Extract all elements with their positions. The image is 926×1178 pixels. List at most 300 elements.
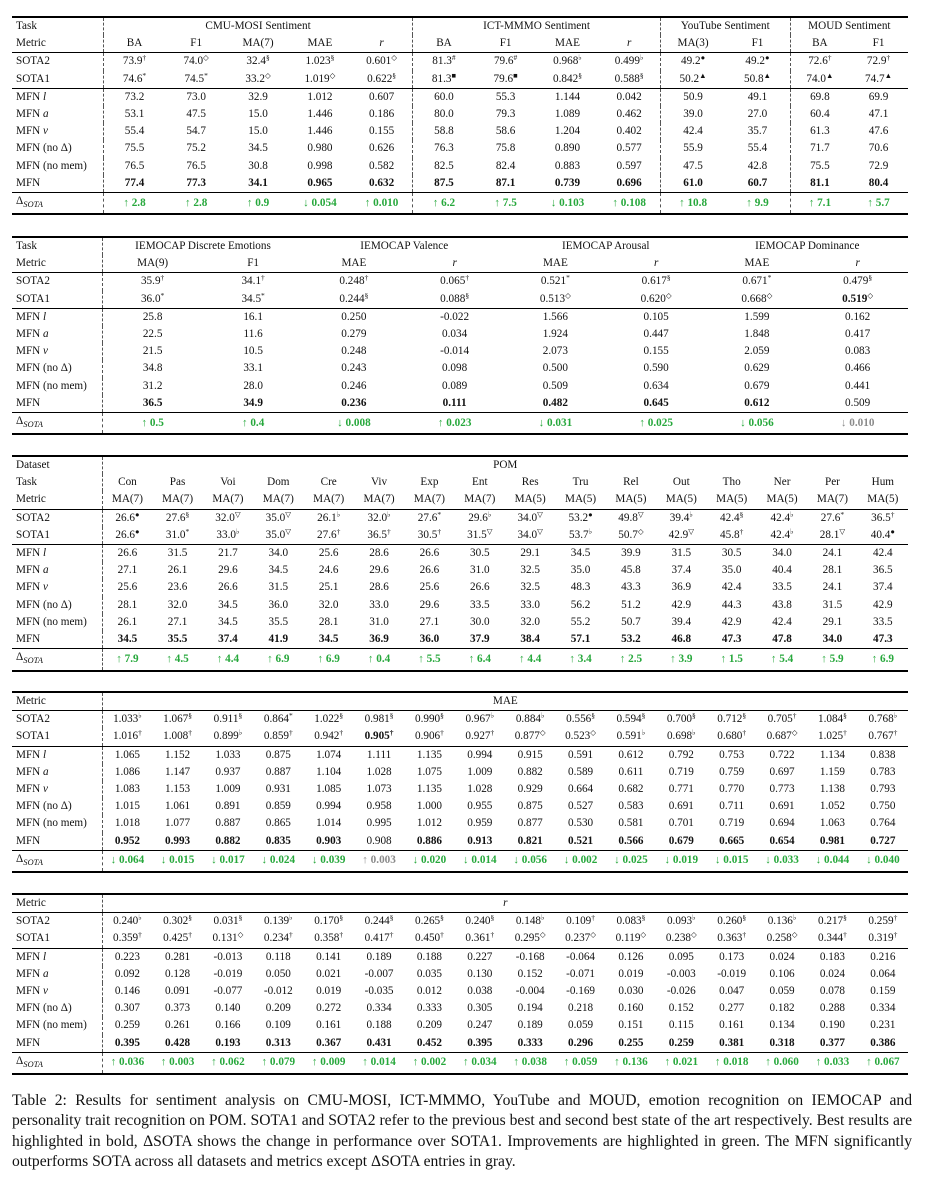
table-cell: 42.4§ <box>707 509 757 527</box>
table-cell: 0.698♭ <box>666 728 696 743</box>
table-cell: 25.6 <box>117 581 138 594</box>
table-cell: 1.000 <box>416 800 443 813</box>
table-cell: 0.381 <box>719 1036 745 1049</box>
metric-header: r <box>598 35 660 53</box>
table-cell: 77.3 <box>186 176 206 189</box>
table-cell: 33.0♭ <box>216 526 240 541</box>
delta-cell: ↑ 3.4 <box>555 649 605 671</box>
table-cell: 0.887 <box>215 817 241 830</box>
table-cell: 0.244§ <box>339 290 369 305</box>
table-cell: 81.3■ <box>431 70 457 85</box>
metric-header: MAE <box>555 37 580 50</box>
row-label: MFN <box>12 395 102 413</box>
table-cell: 36.5† <box>858 509 908 527</box>
row-label: $\Delta_{SOTA}$ <box>12 193 103 215</box>
table-cell: 36.0 <box>268 598 289 611</box>
delta-cell: ↑ 0.003 <box>354 850 404 872</box>
table-cell: 21.5 <box>142 345 163 358</box>
table-cell: 0.234† <box>263 930 293 945</box>
table-cell: 57.1 <box>570 633 591 646</box>
table-cell: 75.2 <box>186 142 206 155</box>
table-cell: 1.012 <box>416 817 443 830</box>
table-row <box>12 764 908 781</box>
table-cell: 0.050 <box>265 967 291 980</box>
table-cell: 31.2 <box>142 379 163 392</box>
table-cell: 0.665 <box>719 834 745 847</box>
task-header: Voi <box>220 476 236 489</box>
table-cell: 11.6 <box>243 328 263 341</box>
table-cell: 0.431 <box>366 1036 392 1049</box>
table-cell: 0.095 <box>656 948 706 966</box>
table-cell: 72.6† <box>790 53 849 71</box>
table-row <box>12 378 908 395</box>
row-label: MFN (no Δ) <box>12 798 102 815</box>
table-row <box>12 308 908 326</box>
table-row <box>12 1000 908 1017</box>
row-label: MFN l <box>12 308 102 326</box>
metric-header: MAE <box>341 257 367 270</box>
delta-cell: ↑ 4.5 <box>152 649 202 671</box>
table-cell: 0.091 <box>164 985 191 998</box>
delta-cell: ↑ 10.8 <box>660 193 725 215</box>
table-cell: 42.9 <box>721 615 742 628</box>
table-cell: 1.159 <box>819 765 846 778</box>
table-cell: 42.8 <box>725 158 790 175</box>
table-cell: 26.6 <box>218 581 238 594</box>
row-label: MFN a <box>12 966 102 983</box>
table-cell: 27.6* <box>404 509 454 527</box>
table-cell: 0.166 <box>215 1019 241 1032</box>
table-cell: 0.890 <box>554 142 581 155</box>
table-cell: 35.0 <box>721 564 742 577</box>
metric-header: r <box>653 257 659 270</box>
table-cell: 0.334 <box>366 1002 392 1015</box>
table-cell: 0.030 <box>618 985 644 998</box>
delta-cell: ↓ 0.040 <box>858 850 909 872</box>
table-cell: 55.2 <box>570 615 591 628</box>
table-cell: 35.5 <box>268 615 289 628</box>
table-cell: 34.5 <box>117 633 138 646</box>
metric-header: MA(9) <box>137 257 169 270</box>
row-label: MFN l <box>12 88 103 106</box>
table-pom-ma <box>12 455 908 672</box>
delta-cell: ↑ 4.4 <box>505 649 555 671</box>
task-header: Ent <box>472 476 488 489</box>
table-cell: 0.223 <box>102 948 152 966</box>
task-header: Out <box>672 476 690 489</box>
table-cell: 0.359† <box>112 930 142 945</box>
metric-header: F1 <box>247 257 260 270</box>
table-cell: 0.601◇ <box>351 53 413 71</box>
table-cell: 32.0 <box>167 598 188 611</box>
metric-header: MA(5) <box>665 493 697 506</box>
metric-header: BA <box>126 37 143 50</box>
table-cell: 0.700§ <box>656 711 706 729</box>
table-cell: 0.891 <box>215 800 241 813</box>
table-cell: 35.7 <box>725 123 790 140</box>
table-cell: 82.4 <box>495 159 516 172</box>
table-cell: 0.682 <box>618 783 644 796</box>
table-row <box>12 193 908 215</box>
table-cell: 1.063 <box>819 817 846 830</box>
table-cell: 34.5 <box>555 545 605 563</box>
table-cell: 0.767† <box>868 728 898 743</box>
delta-cell: ↓ 0.015 <box>152 850 202 872</box>
delta-cell: ↑ 0.060 <box>757 1052 807 1074</box>
table-cell: 70.6 <box>868 142 889 155</box>
table-cell: 55.3 <box>475 88 537 106</box>
task-label: Task <box>12 474 102 491</box>
table-cell: 30.8 <box>248 159 268 172</box>
row-label: MFN a <box>12 106 103 123</box>
delta-cell: ↑ 5.7 <box>849 193 908 215</box>
table-cell: 55.4 <box>124 125 145 138</box>
table-cell: 0.634 <box>643 379 669 392</box>
table-cell: 0.151 <box>618 1019 644 1032</box>
table-cell: 1.067§ <box>152 711 202 729</box>
table-cell: 47.6 <box>868 125 889 138</box>
table-cell: 0.607 <box>351 88 413 106</box>
table-cell: 0.905† <box>364 728 394 743</box>
table-cell: 0.955 <box>467 800 493 813</box>
table-cell: 0.313 <box>265 1036 291 1049</box>
metric-header: r <box>351 35 413 53</box>
table-cell: 74.6* <box>122 70 147 85</box>
table-cell: -0.168 <box>505 948 555 966</box>
table-cell: 22.5 <box>142 328 163 341</box>
table-cell: 0.367 <box>316 1036 342 1049</box>
table-cell: 0.160 <box>618 1002 644 1015</box>
table-cell: 1.023§ <box>289 53 351 71</box>
delta-cell: ↑ 0.034 <box>455 1052 505 1074</box>
row-label: SOTA1 <box>12 291 102 309</box>
metric-header: MA(3) <box>677 37 709 50</box>
table-cell: 0.248 <box>341 345 367 358</box>
table-cell: 50.9 <box>660 88 725 106</box>
table-cell: 0.038 <box>467 985 493 998</box>
table-cell: 0.577 <box>598 140 660 157</box>
table-cell: 0.994 <box>455 746 505 764</box>
table-pom-r <box>12 893 908 1075</box>
table-cell: 50.8▲ <box>725 71 790 89</box>
table-cell: 34.9 <box>243 396 263 409</box>
table-cell: 0.139♭ <box>253 913 303 931</box>
table-cell: 0.519◇ <box>842 290 874 305</box>
table-cell: 15.0 <box>248 125 268 138</box>
table-cell: 0.236 <box>341 396 367 409</box>
table-cell: 31.0 <box>369 615 389 628</box>
table-cell: 32.0▽ <box>203 509 253 527</box>
table-cell: 0.965 <box>307 176 333 189</box>
metric-header: MA(7) <box>242 37 274 50</box>
task-header: Ner <box>773 476 791 489</box>
metric-label: Metric <box>12 894 102 913</box>
table-cell: 0.768♭ <box>858 711 909 729</box>
table-cell: 36.9 <box>369 633 389 646</box>
table-sentiment <box>12 16 908 215</box>
delta-cell: ↑ 0.014 <box>354 1052 404 1074</box>
table-cell: 0.566 <box>618 834 644 847</box>
table-cell: 60.7 <box>725 175 790 193</box>
table-cell: 0.981 <box>819 834 846 847</box>
table-row <box>12 781 908 798</box>
row-label: MFN v <box>12 781 102 798</box>
table-cell: 1.566 <box>505 308 606 326</box>
table-cell: 26.6 <box>404 545 454 563</box>
table-cell: 0.691 <box>769 800 795 813</box>
table-cell: 0.622§ <box>351 71 413 89</box>
table-row <box>12 833 908 851</box>
table-cell: 0.958 <box>366 800 392 813</box>
table-cell: 0.318 <box>769 1036 795 1049</box>
delta-cell: ↑ 0.003 <box>152 1052 202 1074</box>
delta-cell: ↑ 0.025 <box>606 413 707 435</box>
table-cell: 0.089 <box>442 379 468 392</box>
table-cell: 34.5 <box>248 142 268 155</box>
table-cell: 0.244§ <box>354 913 404 931</box>
table-cell: 28.1▽ <box>819 526 846 541</box>
table-cell: 0.260§ <box>707 913 757 931</box>
table-cell: 32.9 <box>227 88 289 106</box>
row-label: MFN v <box>12 983 102 1000</box>
row-label: MFN (no mem) <box>12 614 102 631</box>
delta-cell: ↓ 0.017 <box>203 850 253 872</box>
delta-cell: ↑ 0.108 <box>598 193 660 215</box>
table-cell: 0.296 <box>567 1036 594 1049</box>
table-cell: 0.118 <box>253 948 303 966</box>
delta-cell: ↑ 2.5 <box>606 649 656 671</box>
table-cell: -0.077 <box>213 985 243 998</box>
table-cell: 0.152 <box>517 967 543 980</box>
table-cell: 0.155 <box>351 123 413 140</box>
table-cell: 53.1 <box>124 108 145 121</box>
delta-cell: ↑ 0.059 <box>555 1052 605 1074</box>
delta-cell: ↑ 5.4 <box>757 649 807 671</box>
table-cell: 0.990§ <box>404 711 454 729</box>
metric-header: F1 <box>499 37 512 50</box>
table-row <box>12 631 908 649</box>
table-cell: 0.363† <box>717 930 747 945</box>
row-label: MFN (no Δ) <box>12 140 103 157</box>
table-cell: 0.279 <box>341 328 367 341</box>
table-cell: 0.358† <box>314 930 344 945</box>
table-cell: 42.4 <box>721 581 742 594</box>
table-cell: 0.859† <box>263 728 293 743</box>
table-cell: 53.7♭ <box>569 526 593 541</box>
table-cell: 42.9▽ <box>668 526 694 541</box>
row-label: SOTA2 <box>12 509 102 527</box>
table-cell: 29.6 <box>419 598 440 611</box>
delta-cell: ↑ 5.5 <box>404 649 454 671</box>
table-cell: 47.3 <box>873 633 893 646</box>
table-cell: 34.0 <box>253 545 303 563</box>
table-cell: 0.259 <box>668 1036 694 1049</box>
table-cell: 1.152 <box>152 746 202 764</box>
table-cell: 37.4 <box>218 633 238 646</box>
table-cell: 32.0 <box>520 615 540 628</box>
row-label: MFN v <box>12 579 102 596</box>
metric-header: MA(7) <box>262 493 294 506</box>
table-cell: 58.6 <box>495 125 516 138</box>
table-cell: 0.711 <box>719 800 745 813</box>
delta-cell: ↑ 0.023 <box>404 413 505 435</box>
table-cell: 0.591♭ <box>616 728 646 743</box>
table-cell: 0.021 <box>316 967 342 980</box>
table-row <box>12 983 908 1000</box>
delta-cell: ↑ 3.9 <box>656 649 706 671</box>
table-cell: 60.4 <box>810 108 830 121</box>
table-row <box>12 53 908 71</box>
row-label: MFN (no mem) <box>12 815 102 832</box>
delta-cell: ↑ 0.010 <box>351 193 413 215</box>
table-cell: 0.250 <box>304 308 405 326</box>
delta-cell: ↓ 0.025 <box>606 850 656 872</box>
table-cell: 1.074 <box>304 746 354 764</box>
row-label: MFN <box>12 1035 102 1053</box>
table-row <box>12 175 908 193</box>
table-cell: 34.0▽ <box>517 526 543 541</box>
table-cell: 0.719 <box>719 817 745 830</box>
table-cell: 0.482 <box>542 396 568 409</box>
table-cell: 0.626 <box>351 140 413 157</box>
table-cell: 43.8 <box>772 598 792 611</box>
table-row <box>12 746 908 764</box>
table-cell: 0.821 <box>517 834 543 847</box>
table-cell: -0.071 <box>566 967 596 980</box>
metric-header: r <box>452 257 457 270</box>
metric-header: MA(5) <box>766 493 798 506</box>
table-cell: 0.333 <box>416 1002 443 1015</box>
table-cell: 0.295◇ <box>514 930 546 945</box>
table-cell: 0.617§ <box>606 273 707 291</box>
group-header: IEMOCAP Valence <box>360 240 449 252</box>
table-cell: 72.9 <box>868 159 889 172</box>
table-cell: 0.047 <box>719 985 745 998</box>
table-row <box>12 815 908 832</box>
table-row <box>12 273 908 291</box>
table-row <box>12 343 908 360</box>
table-cell: 30.5 <box>455 545 505 563</box>
table-cell: 32.5 <box>520 581 540 594</box>
table-cell: 26.6● <box>115 526 140 541</box>
table-cell: 47.5 <box>683 159 703 172</box>
table-cell: 0.913 <box>467 834 493 847</box>
table-cell: 0.612 <box>744 396 770 409</box>
table-cell: 31.5▽ <box>467 526 493 541</box>
table-cell: 61.3 <box>810 125 830 138</box>
table-cell: 0.188 <box>404 948 454 966</box>
table-cell: 0.466 <box>845 362 871 375</box>
table-cell: 0.679 <box>668 834 694 847</box>
metric-header: MA(7) <box>413 493 445 506</box>
table-cell: 26.1♭ <box>304 509 354 527</box>
metric-header: MA(5) <box>514 493 546 506</box>
table-cell: 25.8 <box>102 308 203 326</box>
table-row <box>12 798 908 815</box>
table-cell: 31.5 <box>656 545 706 563</box>
table-cell: -0.019 <box>717 967 747 980</box>
table-cell: 34.8 <box>142 362 163 375</box>
table-cell: 1.111 <box>354 746 404 764</box>
table-cell: 45.8 <box>621 564 641 577</box>
table-cell: 0.883 <box>554 159 581 172</box>
table-cell: 34.5* <box>241 290 265 305</box>
delta-cell: ↓ 0.014 <box>455 850 505 872</box>
table-cell: 0.770 <box>719 783 745 796</box>
row-label: $\Delta_{SOTA}$ <box>12 413 102 435</box>
delta-cell: ↑ 0.009 <box>304 1052 354 1074</box>
row-label: MFN (no Δ) <box>12 597 102 614</box>
row-label: MFN v <box>12 343 102 360</box>
table-row <box>12 614 908 631</box>
table-row <box>12 562 908 579</box>
table-cell: 0.265§ <box>404 913 454 931</box>
table-cell: 0.148♭ <box>505 913 555 931</box>
table-cell: 0.024 <box>757 948 807 966</box>
table-cell: 0.911§ <box>203 711 253 729</box>
table-cell: 35.0▽ <box>265 526 291 541</box>
table-cell: 0.995 <box>366 817 392 830</box>
delta-cell: ↓ 0.002 <box>555 850 605 872</box>
table-cell: 75.5 <box>124 142 145 155</box>
delta-cell: ↑ 0.9 <box>227 193 289 215</box>
table-cell: 0.417† <box>364 930 394 945</box>
table-cell: 0.092 <box>114 967 141 980</box>
table-cell: -0.007 <box>364 967 394 980</box>
table-cell: 0.620◇ <box>640 290 672 305</box>
table-cell: 0.302§ <box>152 913 202 931</box>
table-cell: 26.1 <box>167 564 188 577</box>
table-cell: 0.064 <box>870 967 896 980</box>
table-cell: 0.248† <box>304 273 405 291</box>
table-caption: Table 2: Results for sentiment analysis on CMU-MOSI, ICT-MMMO, YouTube and MOUD, emotion recognition on IEMOCAP and personality trait recognition on POM. SOTA1 and SOTA2 refer to the previous best and second best state of the art respectively. Best results are highlighted in bold, ΔSOTA shows the change in performance over SOTA1. Improvements are highlighted in green. The MFN significantly outperforms SOTA across all datasets and metrics except ΔSOTA entries in gray. <box>12 1092 912 1171</box>
table-cell: 0.190 <box>819 1019 846 1032</box>
table-cell: 0.111 <box>442 396 467 409</box>
table-cell: 0.998 <box>307 159 333 172</box>
table-cell: 34.1† <box>203 273 304 291</box>
table-row <box>12 597 908 614</box>
table-pom-mae <box>12 691 908 873</box>
table-cell: 0.217§ <box>807 913 857 931</box>
table-cell: 0.882 <box>517 765 543 778</box>
table-cell: 0.126 <box>606 948 656 966</box>
table-row <box>12 913 908 931</box>
table-cell: 26.6● <box>102 509 152 527</box>
table-cell: 0.333 <box>517 1036 543 1049</box>
table-cell: 0.691 <box>668 800 694 813</box>
table-cell: 0.589 <box>567 765 594 778</box>
table-cell: 33.5 <box>772 581 792 594</box>
delta-cell: ↑ 0.067 <box>858 1052 908 1074</box>
table-cell: 42.4♭ <box>770 526 794 541</box>
table-cell: 80.4 <box>868 176 889 189</box>
table-cell: 1.016† <box>112 728 142 743</box>
table-cell: 79.6■ <box>493 70 518 85</box>
table-cell: 76.3 <box>434 142 454 155</box>
table-row <box>12 649 908 671</box>
group-header: IEMOCAP Arousal <box>561 240 650 252</box>
task-label: Task <box>12 17 103 35</box>
table-cell: 0.093♭ <box>656 913 706 931</box>
table-cell: 47.5 <box>186 108 206 121</box>
table-cell: 0.109 <box>265 1019 291 1032</box>
table-cell: 1.075 <box>416 765 443 778</box>
table-cell: 26.6 <box>470 581 490 594</box>
table-cell: 0.098 <box>442 362 468 375</box>
table-cell: 27.6* <box>807 509 857 527</box>
metric-name: r <box>503 897 508 909</box>
table-cell: 10.5 <box>243 345 263 358</box>
